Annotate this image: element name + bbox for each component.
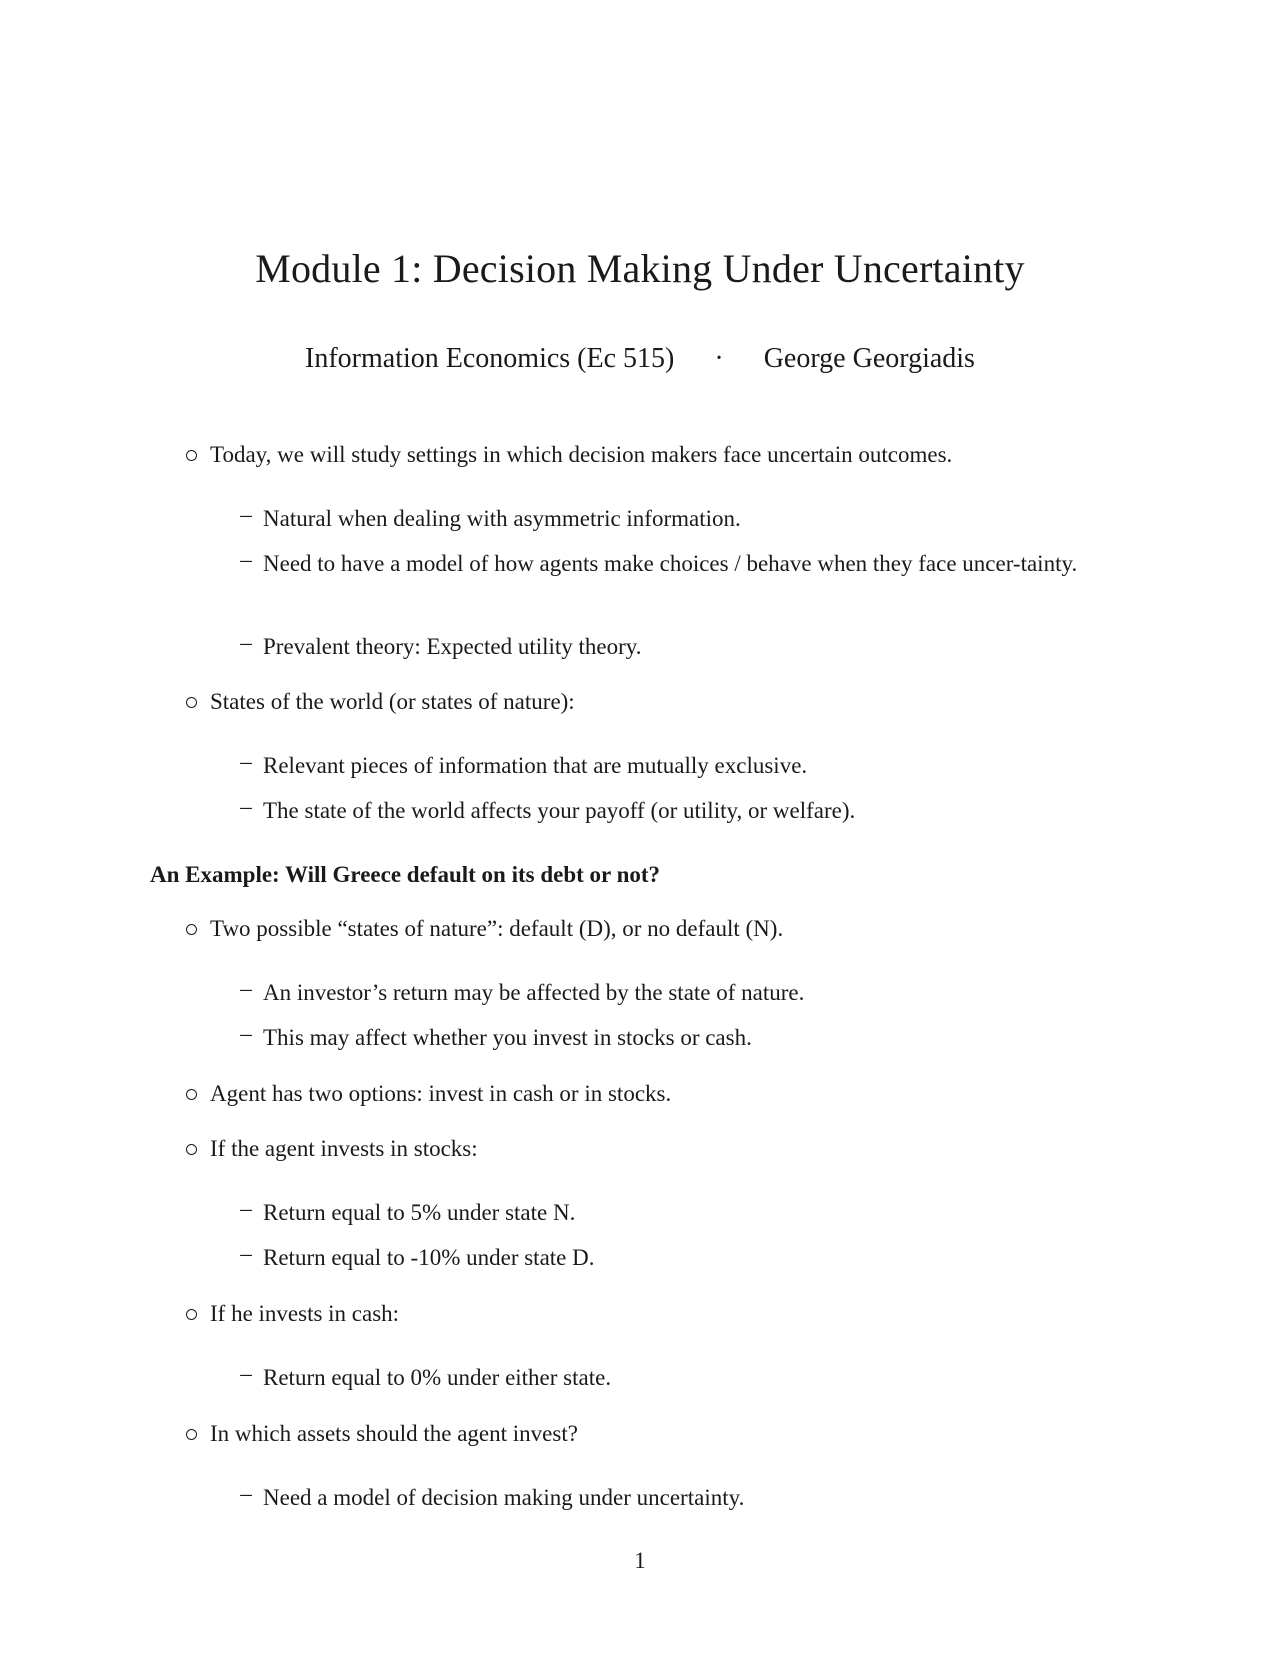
sub-list-item-text: The state of the world affects your payoff (or utility, or welfare). bbox=[263, 798, 856, 823]
bullet-circle-icon bbox=[180, 687, 202, 717]
dash-marker: – bbox=[240, 1361, 252, 1386]
dash-marker: – bbox=[240, 1196, 252, 1221]
dash-marker: – bbox=[240, 630, 252, 655]
sub-list-item-text: Natural when dealing with asymmetric information. bbox=[263, 506, 741, 531]
list-item-text: If the agent invests in stocks: bbox=[210, 1136, 478, 1161]
dash-marker: – bbox=[240, 502, 252, 527]
bullet-circle-icon bbox=[180, 1419, 202, 1449]
dash-marker: – bbox=[240, 1481, 252, 1506]
bullet-circle-icon bbox=[180, 1079, 202, 1109]
subtitle-separator: · bbox=[714, 343, 724, 374]
dash-marker: – bbox=[240, 749, 252, 774]
sub-list-item-text: Prevalent theory: Expected utility theory. bbox=[263, 634, 642, 659]
dash-marker: – bbox=[240, 1241, 252, 1266]
list-item-text: Two possible “states of nature”: default (D), or no default (N). bbox=[210, 916, 784, 941]
sub-list-item-text: Need to have a model of how agents make choices / behave when they face uncer-tainty. bbox=[263, 551, 1078, 576]
dash-marker: – bbox=[240, 794, 252, 819]
list-item-text: Agent has two options: invest in cash or in stocks. bbox=[210, 1081, 672, 1106]
sub-list-item-text: This may affect whether you invest in stocks or cash. bbox=[263, 1025, 752, 1050]
bullet-circle-icon bbox=[180, 914, 202, 944]
dash-marker: – bbox=[240, 976, 252, 1001]
page-number: 1 bbox=[634, 1548, 646, 1573]
list-item-text: States of the world (or states of nature): bbox=[210, 689, 575, 714]
bullet-circle-icon bbox=[180, 1134, 202, 1164]
list-item-text: If he invests in cash: bbox=[210, 1301, 400, 1326]
list-item-text: In which assets should the agent invest? bbox=[210, 1421, 578, 1446]
author-name: George Georgiadis bbox=[763, 343, 975, 374]
dash-marker: – bbox=[240, 547, 252, 572]
section-heading: An Example: Will Greece default on its debt or not? bbox=[150, 862, 661, 887]
dash-marker: – bbox=[240, 1021, 252, 1046]
sub-list-item-text: Return equal to 0% under either state. bbox=[263, 1365, 612, 1390]
document-title: Module 1: Decision Making Under Uncertainty bbox=[255, 246, 1025, 291]
sub-list-item-text: Relevant pieces of information that are mutually exclusive. bbox=[263, 753, 808, 778]
bullet-circle-icon bbox=[180, 1299, 202, 1329]
sub-list-item-text: Need a model of decision making under uncertainty. bbox=[263, 1485, 745, 1510]
sub-list-item-text: Return equal to -10% under state D. bbox=[263, 1245, 595, 1270]
list-item-text: Today, we will study settings in which decision makers face uncertain outcomes. bbox=[210, 442, 953, 467]
sub-list-item-text: An investor’s return may be affected by the state of nature. bbox=[263, 980, 805, 1005]
course-name: Information Economics (Ec 515) bbox=[305, 343, 675, 374]
sub-list-item-text: Return equal to 5% under state N. bbox=[263, 1200, 576, 1225]
document-subtitle bbox=[0, 343, 1280, 375]
bullet-circle-icon bbox=[180, 440, 202, 470]
